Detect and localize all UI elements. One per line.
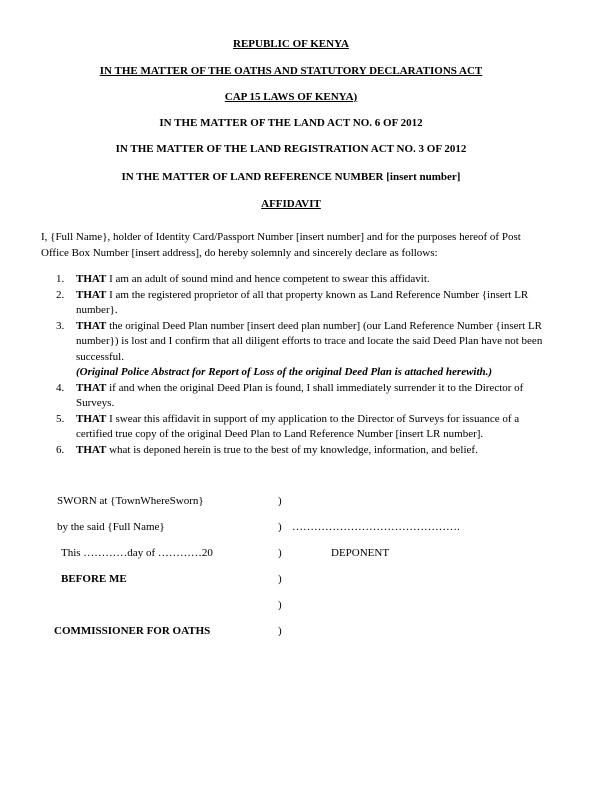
police-abstract-note: (Original Police Abstract for Report of Loss of the original Deed Plan is attached herewith.)	[76, 366, 493, 378]
item-number: 1.	[56, 273, 65, 285]
list-item	[56, 288, 546, 319]
heading-land-reference: IN THE MATTER OF LAND REFERENCE NUMBER [insert number]	[121, 171, 461, 183]
this-day-line: This …………day of …………20	[61, 547, 213, 559]
intro-paragraph: I, {Full Name}, holder of Identity Card/Passport Number [insert number] and for the purposes hereof of Post Office Box Number [insert address], do hereby solemnly and sincerely declare as follows:	[41, 231, 521, 259]
paren-mark: )	[278, 625, 282, 637]
item-number: 3.	[56, 319, 65, 332]
item-number: 6.	[56, 443, 65, 456]
item-text	[76, 272, 546, 288]
item-text	[76, 443, 546, 459]
commissioner-label: COMMISSIONER FOR OATHS	[54, 625, 211, 637]
item-number: 5.	[56, 412, 65, 425]
item-text	[76, 288, 546, 319]
paren-mark: )	[278, 495, 282, 507]
item-lead: THAT	[76, 319, 107, 332]
paren-mark: )	[278, 547, 282, 559]
heading-oaths-act: IN THE MATTER OF THE OATHS AND STATUTORY DECLARATIONS ACT	[99, 65, 483, 77]
item-body: if and when the original Deed Plan is found, I shall immediately surrender it to the Director of Surveys.	[76, 381, 524, 409]
list-item	[56, 412, 546, 443]
item-number: 2.	[56, 288, 65, 301]
list-item	[56, 443, 546, 459]
item-lead: THAT	[76, 381, 107, 394]
by-the-said-line: by the said {Full Name}	[57, 521, 165, 533]
item-number: 4.	[56, 381, 65, 394]
item-lead: THAT	[76, 412, 107, 425]
heading-land-act: IN THE MATTER OF THE LAND ACT NO. 6 OF 2012	[159, 117, 423, 129]
before-me-label: BEFORE ME	[61, 573, 127, 585]
item-body: the original Deed Plan number [insert deed plan number] (our Land Reference Number {insert LR number}) is lost and I confirm that all diligent efforts to trace and locate the said Deed Plan have not been successful.	[76, 319, 543, 363]
declaration-list	[56, 272, 546, 458]
list-item	[56, 272, 546, 288]
signature-dots-line: ……………………………………….	[292, 521, 460, 533]
heading-land-registration-act: IN THE MATTER OF THE LAND REGISTRATION ACT NO. 3 OF 2012	[115, 143, 467, 155]
item-body: what is deponed herein is true to the best of my knowledge, information, and belief.	[106, 443, 478, 456]
item-text	[76, 412, 546, 443]
item-lead: THAT	[76, 443, 107, 456]
paren-mark: )	[278, 573, 282, 585]
item-body: I swear this affidavit in support of my application to the Director of Surveys for issuance of a certified true copy of the original Deed Plan to Land Reference Number [insert LR number].	[76, 412, 520, 440]
paren-mark: )	[278, 599, 282, 611]
item-body: I am an adult of sound mind and hence competent to swear this affidavit.	[106, 273, 430, 285]
paren-mark: )	[278, 521, 282, 533]
heading-affidavit: AFFIDAVIT	[261, 198, 321, 210]
item-lead: THAT	[76, 288, 107, 301]
deponent-label: DEPONENT	[331, 547, 390, 559]
heading-cap: CAP 15 LAWS OF KENYA)	[224, 91, 358, 103]
item-text	[76, 381, 546, 412]
item-body: I am the registered proprietor of all that property known as Land Reference Number {insert LR number}.	[76, 288, 529, 316]
heading-republic: REPUBLIC OF KENYA	[233, 38, 349, 50]
sworn-at-line: SWORN at {TownWhereSworn}	[57, 495, 204, 507]
item-text	[76, 319, 546, 366]
list-item	[56, 319, 546, 366]
list-item	[56, 381, 546, 412]
item-lead: THAT	[76, 273, 107, 285]
